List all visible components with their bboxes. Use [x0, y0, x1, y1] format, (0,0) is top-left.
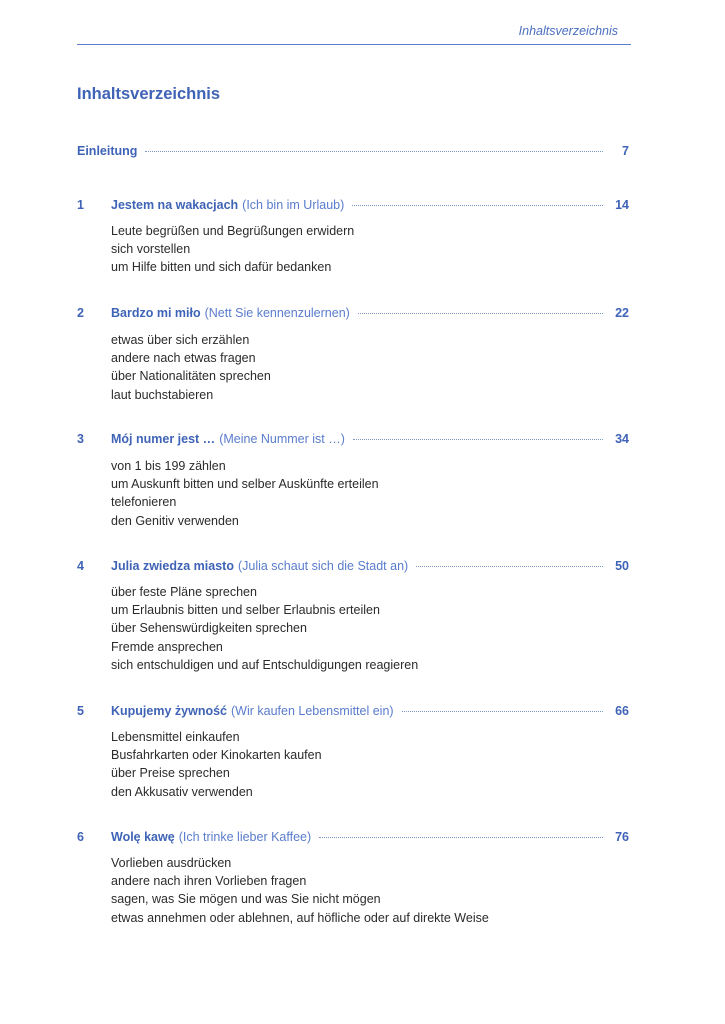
chapter-goal: den Genitiv verwenden [111, 513, 239, 528]
chapter-goal: um Auskunft bitten und selber Auskünfte erteilen [111, 477, 379, 492]
chapter-goal: den Akkusativ verwenden [111, 784, 253, 799]
chapter-goal: telefonieren [111, 495, 177, 510]
page-title: Inhaltsverzeichnis [77, 85, 221, 103]
dot-leader [358, 313, 603, 314]
chapter-goal: sich vorstellen [111, 242, 191, 257]
chapter-translation: (Meine Nummer ist …) [219, 432, 345, 446]
chapter-goal: sagen, was Sie mögen und was Sie nicht mögen [111, 892, 381, 907]
header-rule [77, 44, 631, 45]
chapter-goal: laut buchstabieren [111, 387, 214, 402]
chapter-number: 5 [77, 704, 84, 718]
chapter-goal: Busfahrkarten oder Kinokarten kaufen [111, 748, 322, 763]
chapter-translation: (Nett Sie kennenzulernen) [204, 306, 350, 320]
toc-page-number: 34 [615, 432, 629, 446]
chapter-goal: Lebensmittel einkaufen [111, 730, 240, 744]
chapter-number: 6 [77, 830, 84, 844]
chapter-goals-list [111, 728, 322, 801]
chapter-goal: andere nach ihren Vorlieben fragen [111, 874, 307, 889]
chapter-goals-list [111, 854, 489, 927]
toc-page-number: 22 [615, 306, 629, 320]
chapter-translation: (Ich bin im Urlaub) [242, 198, 345, 212]
chapter-goal: Fremde ansprechen [111, 639, 223, 654]
chapter-goals-list [111, 457, 379, 530]
chapter-goal: andere nach etwas fragen [111, 351, 256, 366]
chapter-goal: über Preise sprechen [111, 766, 230, 781]
chapter-title: Kupujemy żywność [111, 704, 227, 718]
running-header: Inhaltsverzeichnis [518, 24, 618, 38]
chapter-goal: von 1 bis 199 zählen [111, 459, 226, 473]
chapter-number: 2 [77, 306, 84, 320]
toc-entry-introduction[interactable] [77, 143, 629, 159]
toc-page-number: 14 [615, 198, 629, 212]
chapter-goal: etwas über sich erzählen [111, 333, 250, 347]
dot-leader [416, 566, 603, 567]
chapter-number: 4 [77, 559, 84, 573]
toc-entry-title: Einleitung [77, 144, 138, 158]
toc-entry-chapter-3[interactable] [77, 431, 629, 447]
dot-leader [319, 837, 603, 838]
dot-leader [353, 439, 603, 440]
toc-page-number: 66 [615, 704, 629, 718]
chapter-title: Bardzo mi miło [111, 306, 201, 320]
chapter-number: 1 [77, 198, 84, 212]
chapter-goal: um Hilfe bitten und sich dafür bedanken [111, 260, 332, 275]
chapter-goal: über Sehenswürdigkeiten sprechen [111, 621, 307, 636]
chapter-title: Wolę kawę [111, 830, 175, 844]
chapter-goal: sich entschuldigen und auf Entschuldigungen reagieren [111, 657, 419, 672]
toc-entry-chapter-6[interactable] [77, 829, 629, 845]
chapter-goal: über Nationalitäten sprechen [111, 369, 271, 384]
toc-entry-chapter-5[interactable] [77, 703, 629, 719]
chapter-goal: um Erlaubnis bitten und selber Erlaubnis erteilen [111, 603, 380, 618]
dot-leader [402, 711, 603, 712]
chapter-title: Mój numer jest … [111, 432, 216, 446]
toc-page-number: 7 [622, 144, 629, 158]
chapter-number: 3 [77, 432, 84, 446]
chapter-goal: Leute begrüßen und Begrüßungen erwidern [111, 224, 355, 238]
chapter-goal: etwas annehmen oder ablehnen, auf höfliche oder auf direkte Weise [111, 910, 489, 925]
dot-leader [352, 205, 603, 206]
dot-leader [145, 151, 603, 152]
chapter-title: Julia zwiedza miasto [111, 559, 234, 573]
chapter-translation: (Ich trinke lieber Kaffee) [178, 830, 312, 844]
chapter-title: Jestem na wakacjach [111, 198, 239, 212]
toc-entry-chapter-4[interactable] [77, 558, 629, 574]
chapter-goal: über feste Pläne sprechen [111, 585, 257, 599]
chapter-translation: (Julia schaut sich die Stadt an) [237, 559, 409, 573]
chapter-goal: Vorlieben ausdrücken [111, 856, 232, 870]
toc-entry-chapter-1[interactable] [77, 197, 629, 213]
chapter-goals-list [111, 331, 271, 404]
chapter-goals-list [111, 222, 354, 277]
chapter-translation: (Wir kaufen Lebensmittel ein) [231, 704, 394, 718]
chapter-goals-list [111, 583, 418, 674]
toc-entry-chapter-2[interactable] [77, 305, 629, 321]
toc-page-number: 50 [615, 559, 629, 573]
toc-page-number: 76 [615, 830, 629, 844]
